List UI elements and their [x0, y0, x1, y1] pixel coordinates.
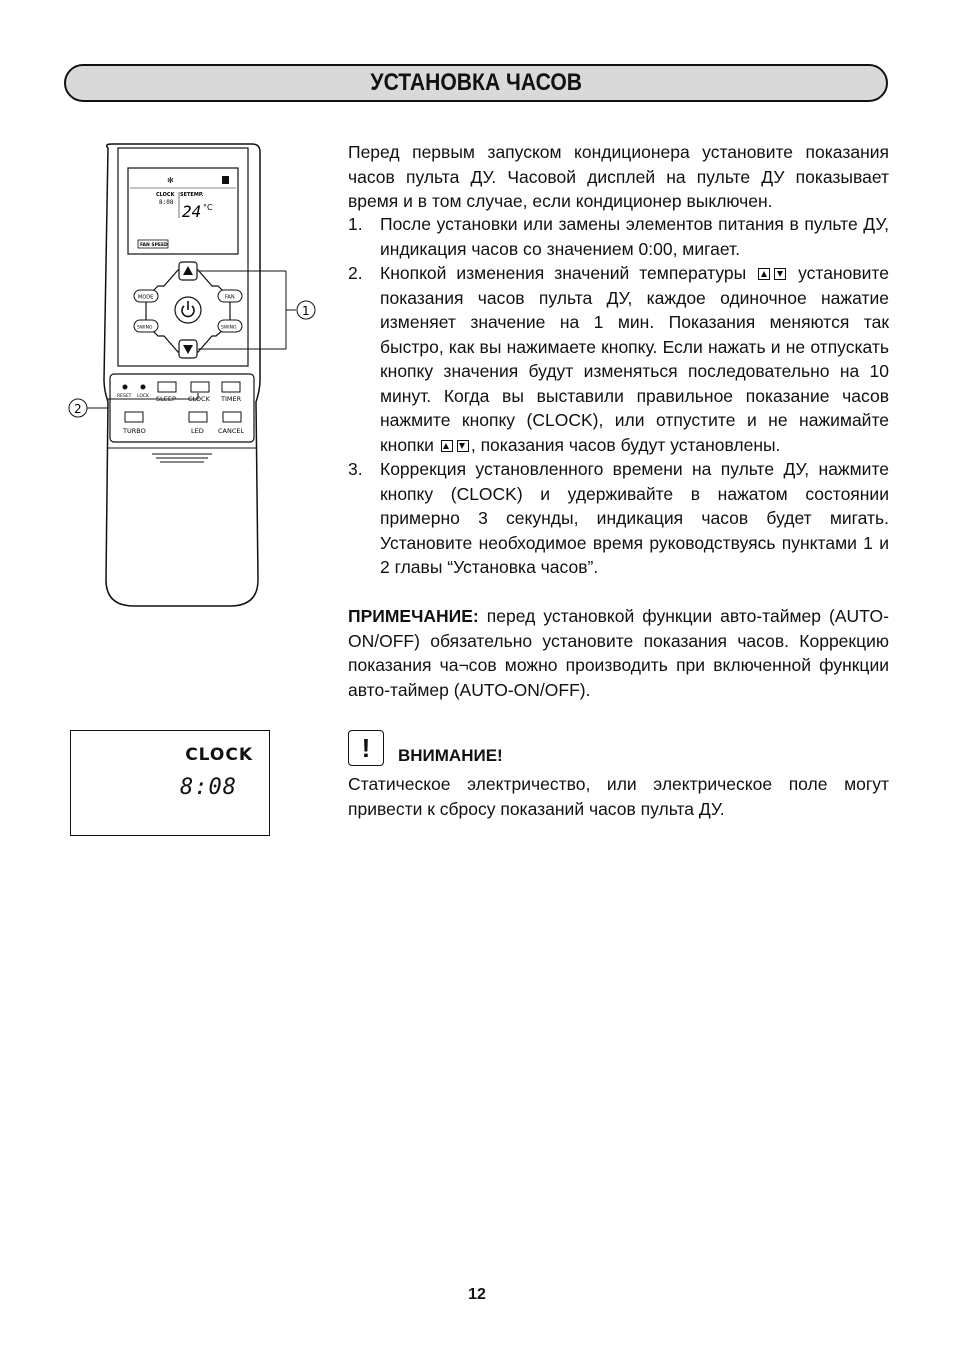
battery-icon: [222, 176, 229, 184]
down-button-icon: [457, 440, 469, 452]
exclamation-icon: !: [348, 730, 384, 766]
warning-title: ВНИМАНИЕ!: [398, 746, 503, 765]
svg-text:✻: ✻: [167, 176, 174, 185]
swing-left-label: SWING: [137, 325, 153, 331]
reset-button[interactable]: [123, 385, 128, 390]
step-number: 1.: [348, 214, 363, 234]
step-text: После установки или замены элементов питания в пульте ДУ, индикация часов со значением 0:00, мигает.: [380, 214, 889, 259]
lcd-fan-speed-label: FAN SPEED: [140, 243, 168, 248]
lock-button[interactable]: [141, 385, 146, 390]
mode-button-label: MODE: [138, 294, 154, 301]
snowflake-icon: [167, 176, 174, 185]
instruction-list: [348, 212, 889, 580]
timer-button[interactable]: [222, 382, 240, 392]
cancel-label: CANCEL: [218, 427, 245, 435]
step-number: 3.: [348, 459, 363, 479]
step-text-b: установите показания часов пульта ДУ, каждое одиночное нажатие изменяет значение на 1 мин. Показания меняются так быстро, как вы нажимаете кнопку. Если нажать и не отпускать кнопку значения будут изменяться последовательно на 10 минут. Когда вы выставили правильное показание часов нажмите кнопку (CLOCK), или отпустите и не нажимайте кнопки: [380, 263, 889, 455]
section-title-bar: [64, 64, 888, 102]
warning-text: Статическое электричество, или электрическое поле могут привести к сбросу показаний часов пульта ДУ.: [348, 774, 889, 819]
down-button-icon: [774, 268, 786, 280]
list-item: [348, 212, 889, 261]
sleep-label: SLEEP: [156, 395, 176, 403]
sleep-button[interactable]: [158, 382, 176, 392]
lcd-clock-time: 8:08: [159, 199, 174, 206]
up-button-icon: [441, 440, 453, 452]
up-button-icon: [758, 268, 770, 280]
clock-button[interactable]: [191, 382, 209, 392]
clock-display-label: CLOCK: [185, 745, 253, 765]
led-button[interactable]: [189, 412, 207, 422]
list-item: [348, 261, 889, 457]
step-text: Коррекция установленного времени на пульте ДУ, нажмите кнопку (CLOCK) и удерживайте в нажатом состоянии примерно 3 секунды, индикация часов будет мигать. Установите необходимое время руководствуясь пунктами 1 и 2 главы “Установка часов”.: [380, 459, 889, 577]
remote-control-illustration: [60, 140, 330, 610]
intro-text: Перед первым запуском кондиционера установите показания часов пульта ДУ. Часовой дисплей на пульте ДУ показывает время и в том случае, если кондиционер выключен.: [348, 142, 889, 211]
swing-right-label: SWING: [221, 325, 237, 331]
reset-label: RESET: [117, 394, 132, 399]
turbo-button[interactable]: [125, 412, 143, 422]
clock-display-time: 8:08: [180, 775, 237, 800]
note-paragraph: [348, 604, 889, 702]
callout-2-number: 2: [74, 402, 82, 416]
led-label: LED: [191, 427, 204, 435]
callout-1-number: 1: [302, 304, 310, 318]
list-item: [348, 457, 889, 580]
turbo-label: TURBO: [123, 427, 146, 435]
note-label: ПРИМЕЧАНИЕ:: [348, 606, 479, 626]
note-text: перед установкой функции авто-таймер (AUTO-ON/OFF) обязательно установите показания часов. Коррекцию показания ча¬сов можно производить при включенной функции авто-таймер (AUTO-ON/OFF).: [348, 606, 889, 700]
lock-label: LOCK: [137, 394, 149, 399]
intro-paragraph: [348, 140, 889, 214]
page-number: 12: [468, 1286, 486, 1303]
clock-display-illustration: [70, 730, 270, 836]
lcd-setemp-label: SETEMP.: [180, 192, 204, 198]
lcd-temperature: 24: [182, 202, 202, 221]
warning-heading: [348, 730, 503, 766]
fan-button-label: FAN: [225, 294, 235, 301]
clock-label: CLOCK: [188, 395, 210, 403]
step-text-a: Кнопкой изменения значений температуры: [380, 263, 747, 283]
warning-paragraph: [348, 772, 889, 821]
page-title: УСТАНОВКА ЧАСОВ: [370, 69, 582, 96]
cancel-button[interactable]: [223, 412, 241, 422]
lcd-clock-label: CLOCK: [156, 192, 175, 198]
timer-label: TIMER: [221, 395, 242, 403]
lcd-temp-unit: °C: [203, 203, 213, 212]
step-number: 2.: [348, 263, 363, 283]
step-text-c: , показания часов будут установлены.: [470, 434, 781, 455]
